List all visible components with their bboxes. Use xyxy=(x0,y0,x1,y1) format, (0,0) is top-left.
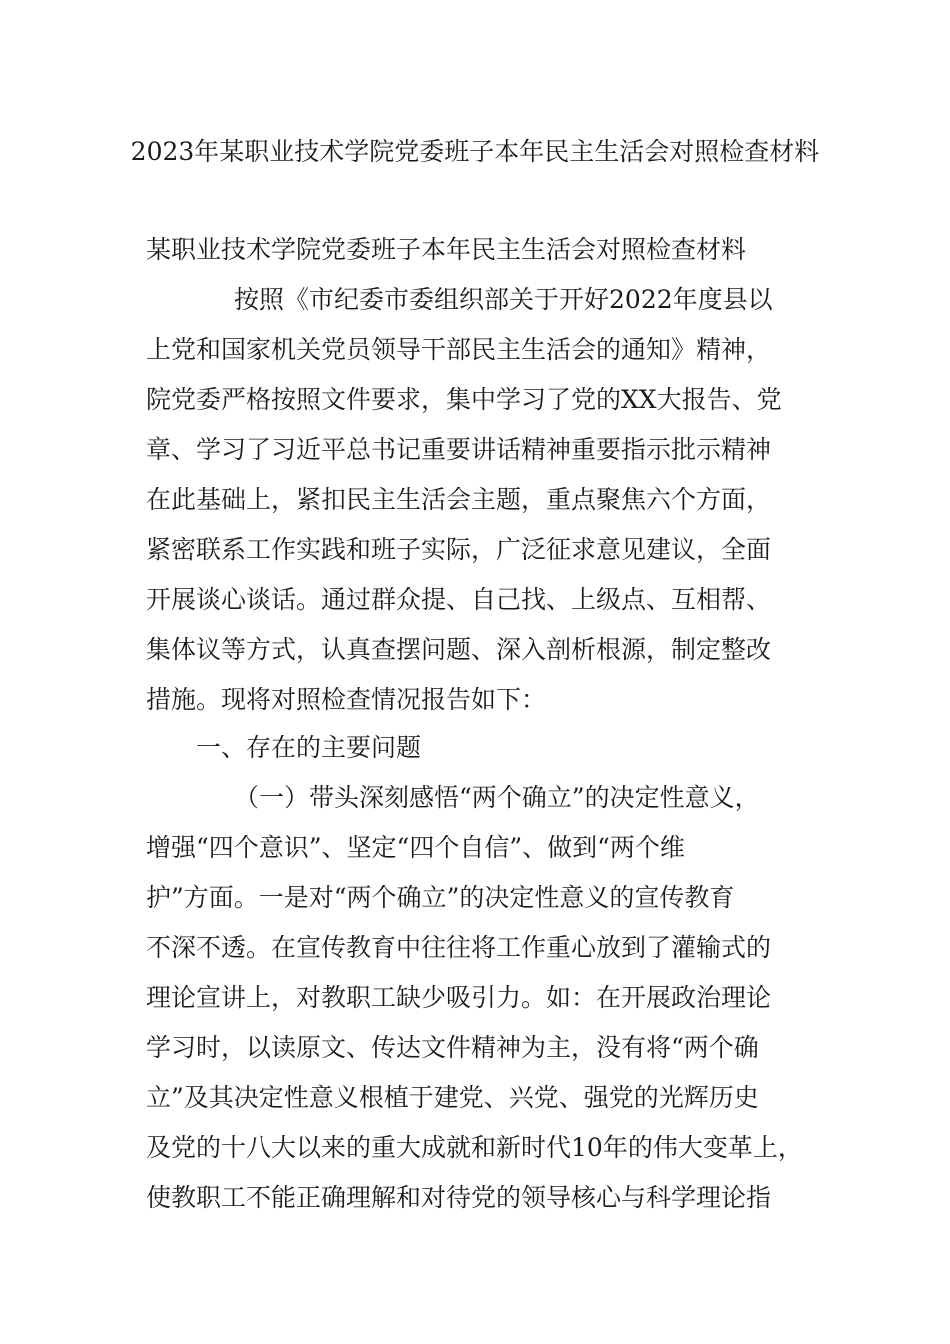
body-line: 学习时，以读原文、传达文件精神为主，没有将“两个确 xyxy=(146,1033,759,1062)
body-line: 使教职工不能正确理解和对待党的领导核心与科学理论指 xyxy=(146,1183,772,1212)
body-line: 理论宣讲上，对教职工缺少吸引力。如：在开展政治理论 xyxy=(146,983,772,1012)
body-line: 集体议等方式，认真查摆问题、深入剖析根源，制定整改 xyxy=(146,635,772,664)
document-title: 2023年某职业技术学院党委班子本年民主生活会对照检查材料 xyxy=(130,137,820,166)
body-line: 不深不透。在宣传教育中往往将工作重心放到了灌输式的 xyxy=(146,933,772,962)
body-line: 在此基础上，紧扣民主生活会主题，重点聚焦六个方面， xyxy=(146,485,772,514)
subsection-heading: （一）带头深刻感悟“两个确立”的决定性意义， xyxy=(234,783,760,812)
body-line: 章、学习了习近平总书记重要讲话精神重要指示批示精神 xyxy=(146,435,772,464)
body-line: 院党委严格按照文件要求，集中学习了党的XX大报告、党 xyxy=(146,385,782,414)
body-line: 及党的十八大以来的重大成就和新时代10年的伟大变革上， xyxy=(146,1133,803,1162)
body-line: 立”及其决定性意义根植于建党、兴党、强党的光辉历史 xyxy=(146,1083,759,1112)
body-line: 开展谈心谈话。通过群众提、自己找、上级点、互相帮、 xyxy=(146,585,772,614)
body-line: 上党和国家机关党员领导干部民主生活会的通知》精神， xyxy=(146,335,772,364)
body-line: 措施。现将对照检查情况报告如下： xyxy=(146,685,547,714)
body-line: 增强“四个意识”、坚定“四个自信”、做到“两个维 xyxy=(146,833,685,862)
body-line: 紧密联系工作实践和班子实际，广泛征求意见建议，全面 xyxy=(146,535,772,564)
section-heading: 一、存在的主要问题 xyxy=(196,733,422,762)
body-line: 护”方面。一是对“两个确立”的决定性意义的宣传教育 xyxy=(146,883,735,912)
document-subtitle: 某职业技术学院党委班子本年民主生活会对照检查材料 xyxy=(146,235,747,264)
body-line: 按照《市纪委市委组织部关于开好2022年度县以 xyxy=(234,285,773,314)
